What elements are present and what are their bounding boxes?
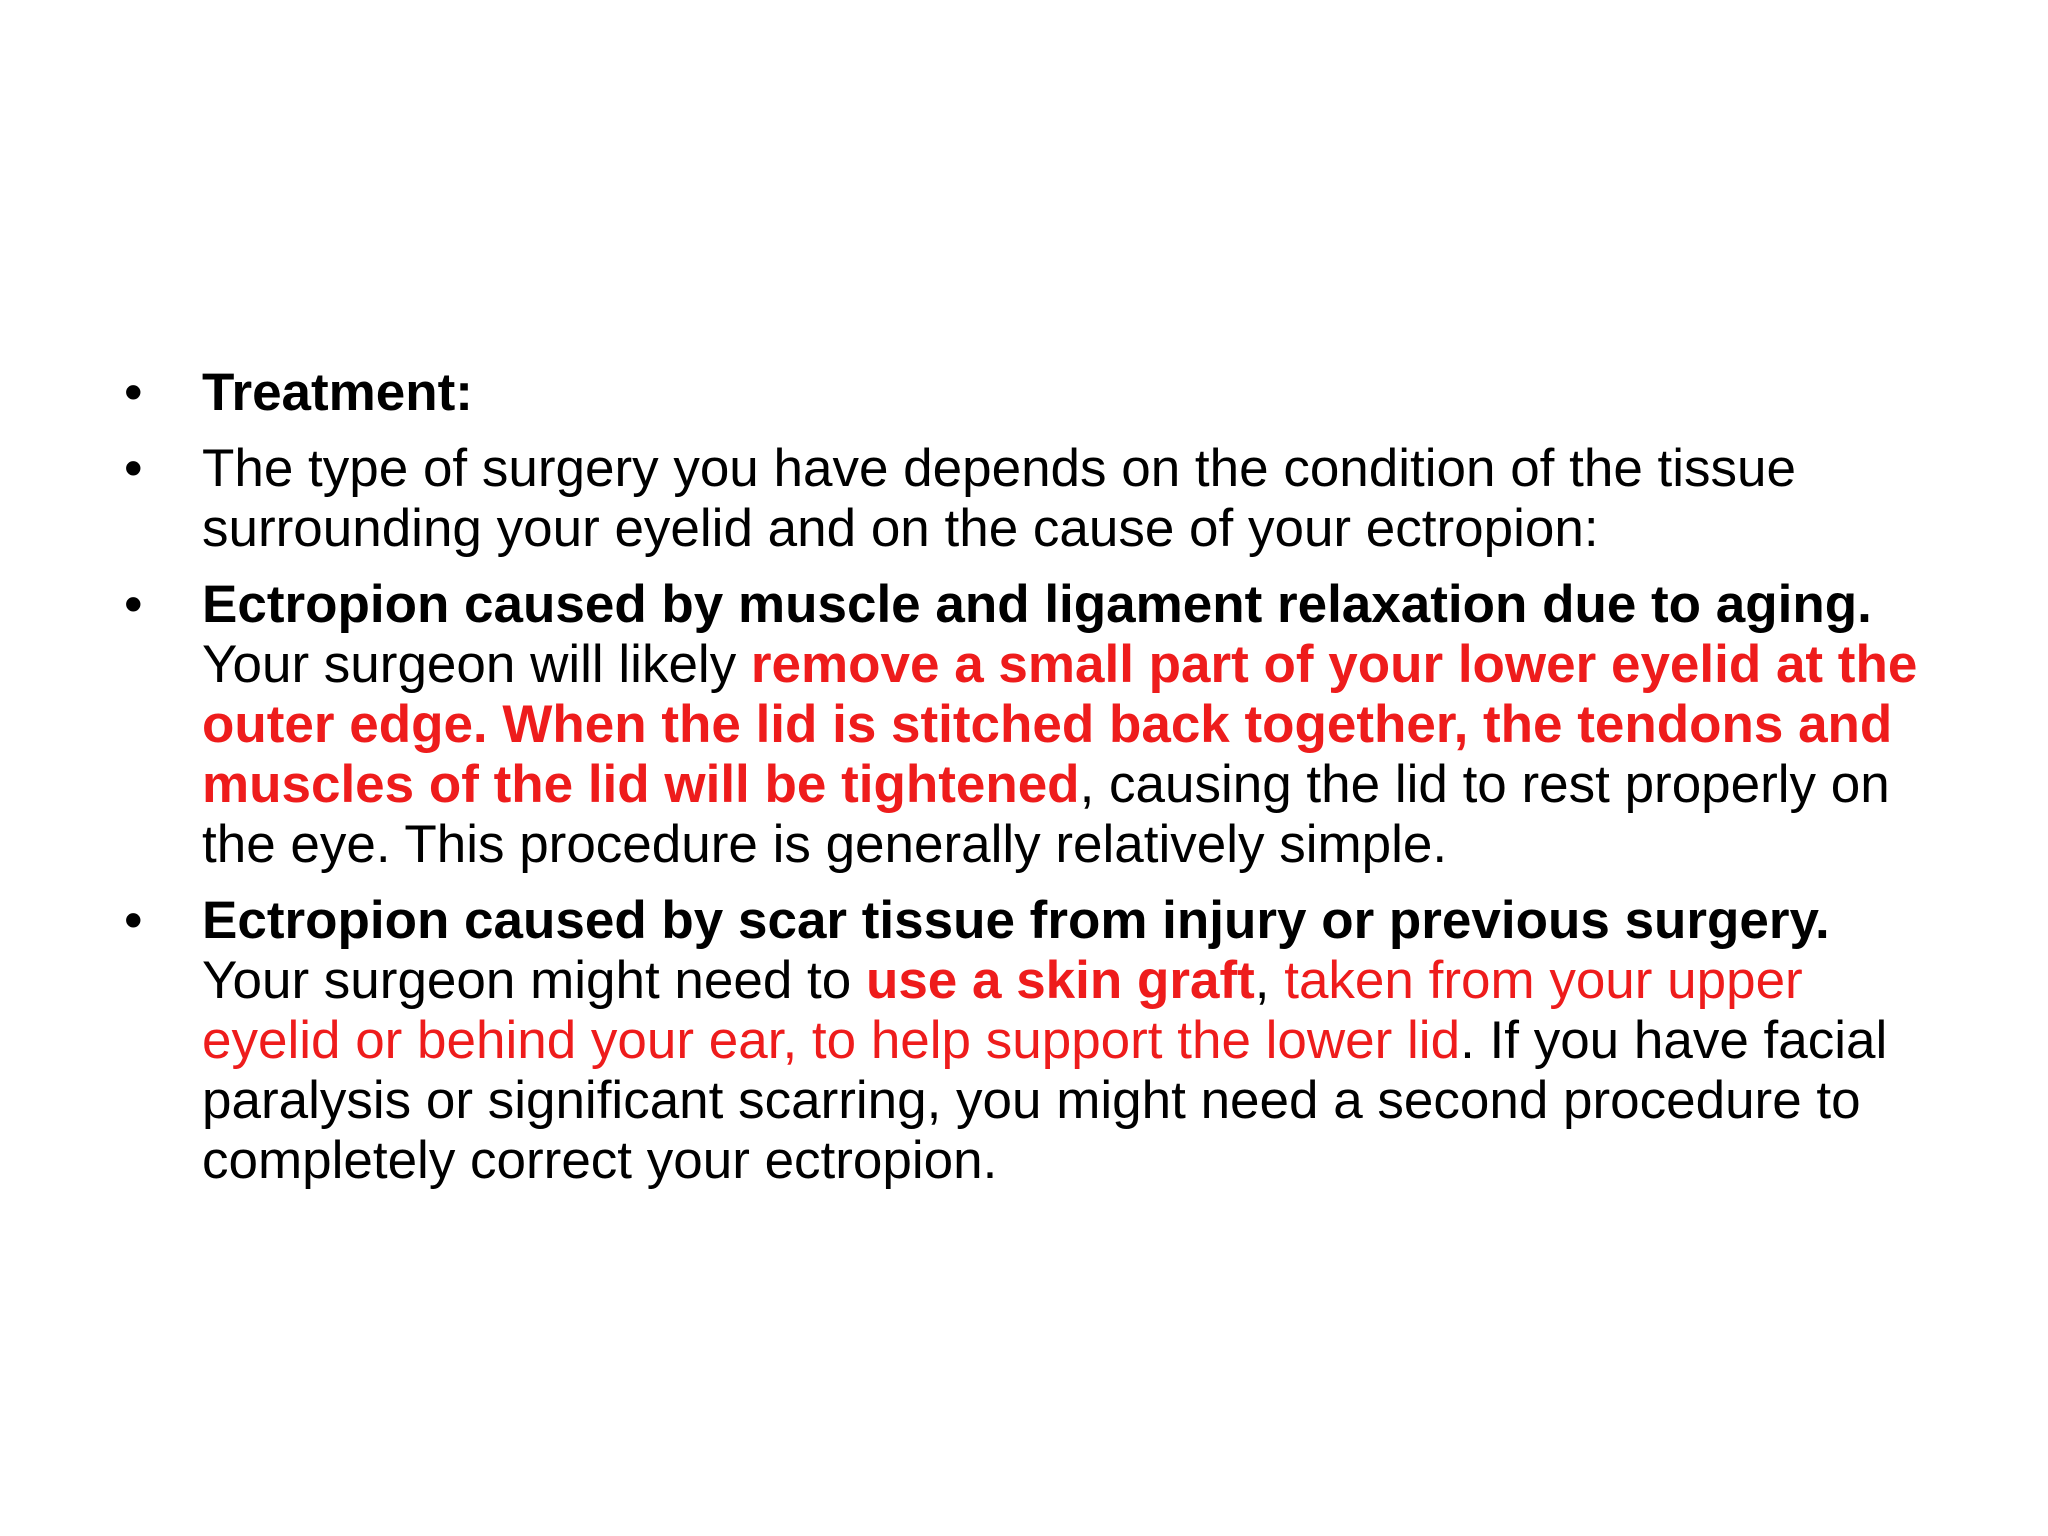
aging-highlight: remove a small part of your lower eyelid at the outer edge. When the lid is stitched back together, the tendons and muscles of the lid will be tightened (202, 635, 1918, 814)
aging-text-1: Your surgeon will likely (202, 635, 751, 694)
bullet-dot-icon: • (124, 363, 143, 422)
scar-heading: Ectropion caused by scar tissue from injury or previous surgery. (202, 891, 1830, 950)
bullet-list (120, 363, 1940, 1207)
bullet-item-surgery-type (120, 439, 1940, 559)
scar-text-3: . If you have facial paralysis or significant scarring, you might need a second procedure to completely correct your ectropion. (202, 1011, 1888, 1190)
scar-text-2: , (1254, 951, 1285, 1010)
bullet-item-aging (120, 575, 1940, 875)
bullet-item-treatment (120, 363, 1940, 423)
aging-heading: Ectropion caused by muscle and ligament relaxation due to aging. (202, 575, 1872, 634)
treatment-heading: Treatment: (202, 363, 473, 422)
scar-text-1: Your surgeon might need to (202, 951, 866, 1010)
scar-highlight-plain: taken from your upper eyelid or behind your ear, to help support the lower lid (202, 951, 1803, 1070)
surgery-type-text: The type of surgery you have depends on the condition of the tissue surrounding your eyelid and on the cause of your ectropion: (202, 439, 1796, 558)
bullet-dot-icon: • (124, 891, 143, 950)
aging-text-2: , causing the lid to rest properly on the eye. This procedure is generally relatively simple. (202, 755, 1890, 874)
bullet-item-scar-tissue (120, 891, 1940, 1191)
bullet-dot-icon: • (124, 575, 143, 634)
bullet-dot-icon: • (124, 439, 143, 498)
scar-highlight-bold: use a skin graft (865, 951, 1255, 1010)
